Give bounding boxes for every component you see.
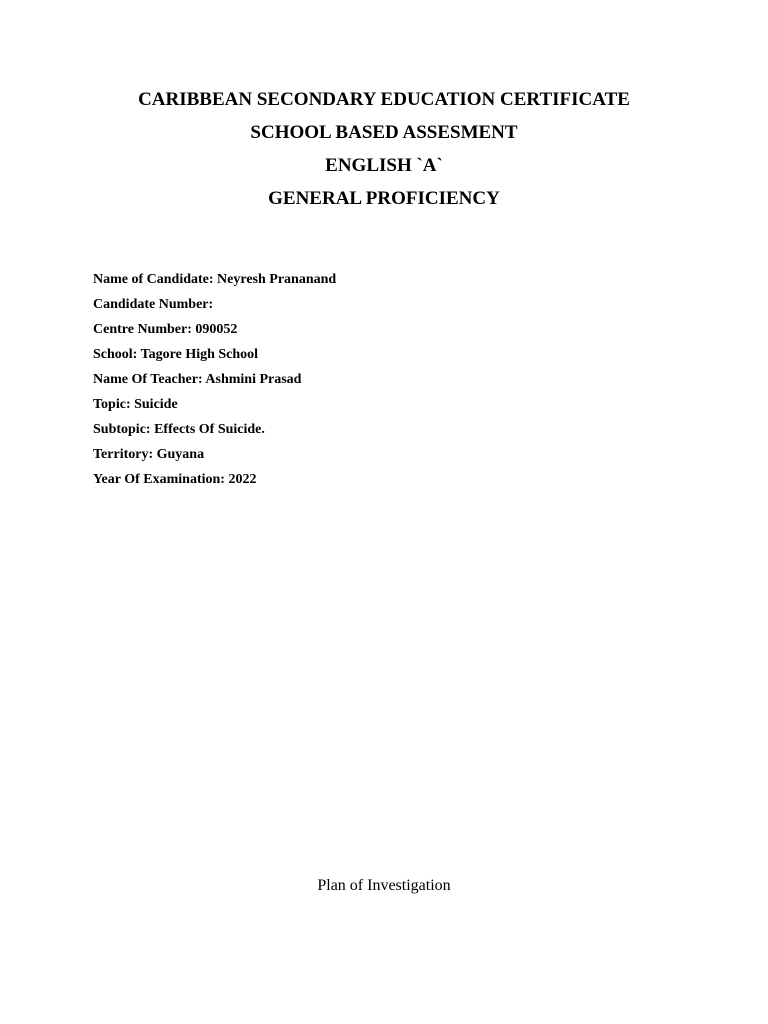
detail-label: Subtopic:: [93, 422, 151, 437]
detail-exam-year: [93, 467, 336, 492]
proficiency-title: GENERAL PROFICIENCY: [268, 188, 500, 209]
detail-label: Name Of Teacher:: [93, 372, 203, 387]
detail-label: School:: [93, 347, 138, 362]
detail-subtopic: [93, 417, 336, 442]
detail-teacher: [93, 367, 336, 392]
detail-value: Tagore High School: [140, 347, 259, 362]
detail-candidate-number: [93, 292, 336, 317]
detail-value: Suicide: [134, 397, 178, 412]
detail-value: Effects Of Suicide.: [154, 422, 265, 437]
detail-label: Name of Candidate:: [93, 272, 214, 287]
detail-label: Centre Number:: [93, 322, 192, 337]
detail-centre-number: [93, 317, 336, 342]
detail-topic: [93, 392, 336, 417]
detail-label: Territory:: [93, 447, 154, 462]
detail-value: 090052: [195, 322, 238, 337]
certificate-title: CARIBBEAN SECONDARY EDUCATION CERTIFICATE: [138, 89, 630, 110]
section-heading-plan-of-investigation: Plan of Investigation: [317, 877, 451, 894]
detail-value: 2022: [228, 472, 257, 487]
detail-value: Neyresh Prananand: [217, 272, 337, 287]
detail-candidate-name: [93, 267, 336, 292]
detail-school: [93, 342, 336, 367]
assessment-title: SCHOOL BASED ASSESMENT: [250, 122, 518, 143]
detail-territory: [93, 442, 336, 467]
detail-value: Ashmini Prasad: [205, 372, 302, 387]
candidate-details: [93, 267, 336, 492]
subject-title: ENGLISH `A`: [325, 155, 443, 176]
detail-label: Year Of Examination:: [93, 472, 225, 487]
detail-value: Guyana: [156, 447, 205, 462]
detail-label: Candidate Number:: [93, 297, 214, 312]
detail-label: Topic:: [93, 397, 131, 412]
